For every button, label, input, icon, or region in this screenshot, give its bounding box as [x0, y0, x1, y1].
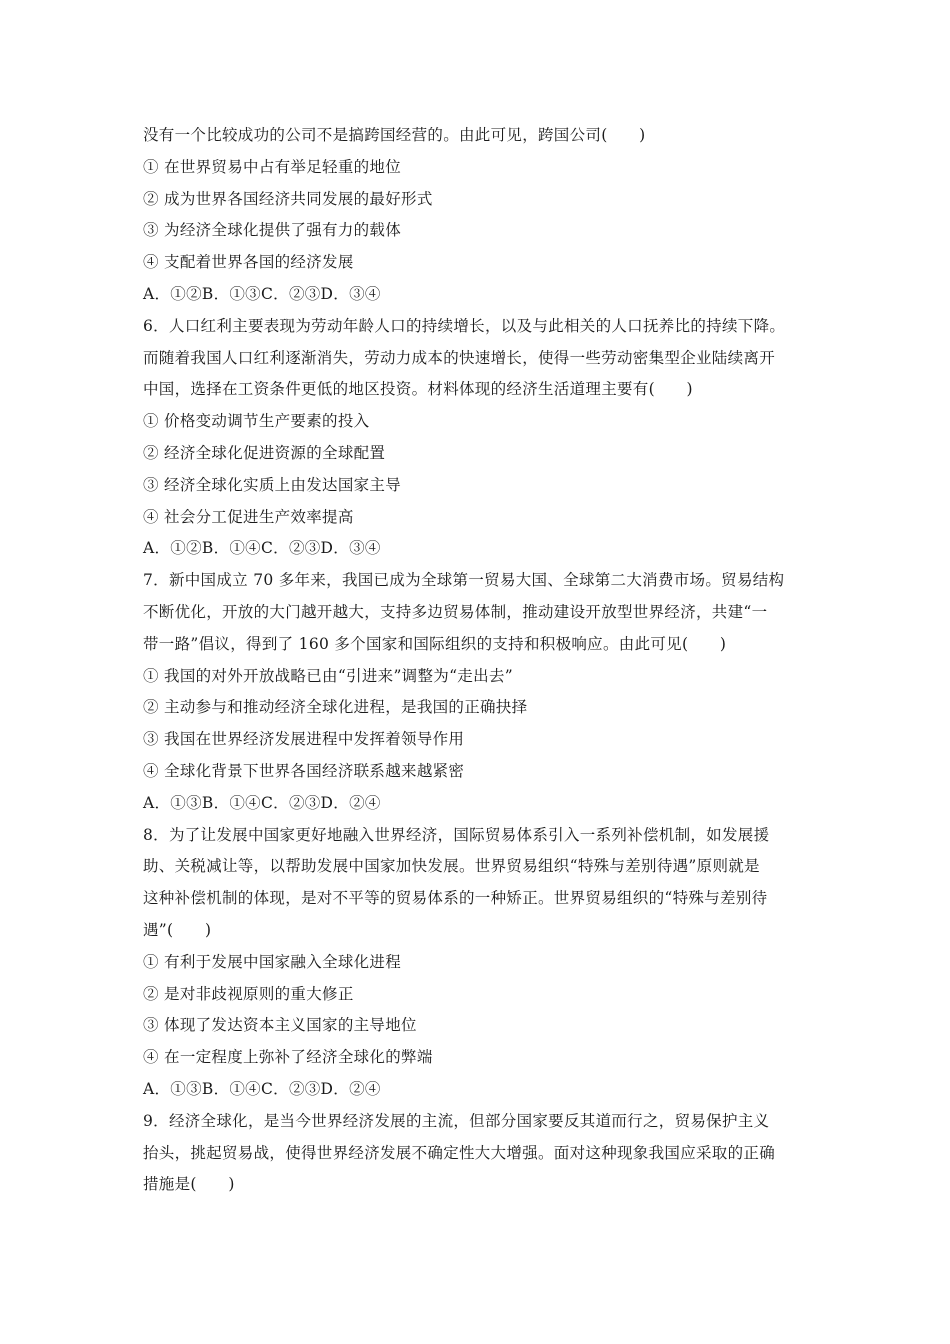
option-line: ③ 为经济全球化提供了强有力的载体 [143, 221, 402, 240]
answer-choices: A．①③B．①④C．②③D．②④ [143, 1079, 381, 1098]
option-line: ③ 我国在世界经济发展进程中发挥着领导作用 [143, 730, 465, 749]
question-stem-line: 9．经济全球化，是当今世界经济发展的主流，但部分国家要反其道而行之，贸易保护主义 [143, 1111, 770, 1130]
question-stem-line: 7．新中国成立 70 多年来，我国已成为全球第一贸易大国、全球第二大消费市场。贸易结构 [143, 571, 785, 590]
question-9 [143, 1106, 813, 1201]
answer-choices: A．①③B．①④C．②③D．②④ [143, 793, 381, 812]
question-stem-line: 带一路”倡议，得到了 160 多个国家和国际组织的支持和积极响应。由此可见( ) [143, 634, 727, 653]
option-line: ① 价格变动调节生产要素的投入 [143, 412, 370, 431]
option-line: ④ 支配着世界各国的经济发展 [143, 253, 354, 272]
option-line: ② 主动参与和推动经济全球化进程，是我国的正确抉择 [143, 698, 528, 717]
option-line: ① 我国的对外开放战略已由“引进来”调整为“走出去” [143, 666, 513, 685]
option-line: ④ 全球化背景下世界各国经济联系越来越紧密 [143, 761, 465, 780]
option-line: ④ 社会分工促进生产效率提高 [143, 507, 354, 526]
option-line: ② 成为世界各国经济共同发展的最好形式 [143, 189, 433, 208]
question-stem-line: 8．为了让发展中国家更好地融入世界经济，国际贸易体系引入一系列补偿机制，如发展援 [143, 825, 770, 844]
option-line: ① 在世界贸易中占有举足轻重的地位 [143, 157, 402, 176]
question-8 [143, 820, 813, 1106]
question-6 [143, 311, 813, 565]
question-stem-line: 遇”( ) [143, 920, 212, 939]
option-line: ② 经济全球化促进资源的全球配置 [143, 443, 386, 462]
option-line: ① 有利于发展中国家融入全球化进程 [143, 952, 402, 971]
answer-choices: A．①②B．①④C．②③D．③④ [143, 539, 381, 558]
question-stem-line: 抬头，挑起贸易战，使得世界经济发展不确定性大大增强。面对这种现象我国应采取的正确 [143, 1143, 776, 1162]
question-7 [143, 565, 813, 819]
question-stem-line: 没有一个比较成功的公司不是搞跨国经营的。由此可见，跨国公司( ) [143, 126, 646, 144]
option-line: ③ 体现了发达资本主义国家的主导地位 [143, 1016, 417, 1035]
question-stem-line: 措施是( ) [143, 1175, 235, 1194]
option-line: ③ 经济全球化实质上由发达国家主导 [143, 475, 402, 494]
option-line: ② 是对非歧视原则的重大修正 [143, 984, 354, 1003]
question-stem-line: 助、关税减让等，以帮助发展中国家加快发展。世界贸易组织“特殊与差别待遇”原则就是 [143, 857, 760, 876]
document-page [143, 120, 813, 1201]
question-stem-line: 这种补偿机制的体现，是对不平等的贸易体系的一种矫正。世界贸易组织的“特殊与差别待 [143, 889, 768, 908]
option-line: ④ 在一定程度上弥补了经济全球化的弊端 [143, 1048, 433, 1067]
question-stem-line: 而随着我国人口红利逐渐消失，劳动力成本的快速增长，使得一些劳动密集型企业陆续离开 [143, 348, 776, 367]
answer-choices: A．①②B．①③C．②③D．③④ [143, 284, 381, 303]
question-5 [143, 120, 813, 311]
question-stem-line: 不断优化，开放的大门越开越大，支持多边贸易体制，推动建设开放型世界经济，共建“一 [143, 602, 768, 621]
question-stem-line: 6．人口红利主要表现为劳动年龄人口的持续增长，以及与此相关的人口抚养比的持续下降。 [143, 316, 786, 335]
question-stem-line: 中国，选择在工资条件更低的地区投资。材料体现的经济生活道理主要有( ) [143, 380, 693, 399]
